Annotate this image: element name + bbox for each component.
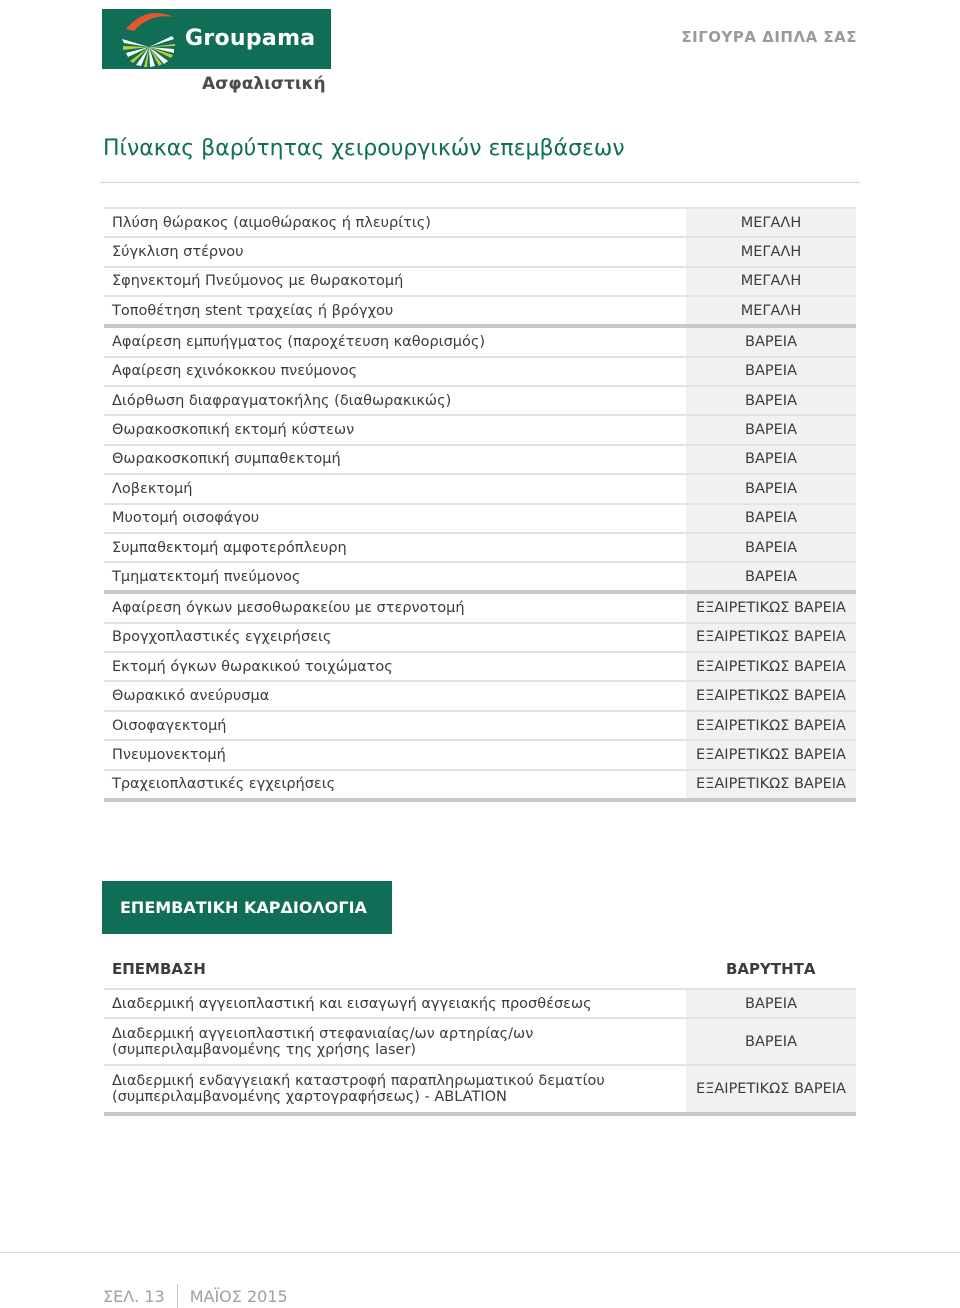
severity-cell: ΕΞΑΙΡΕΤΙΚΩΣ ΒΑΡΕΙΑ [684, 712, 856, 739]
procedure-cell: Διαδερμική αγγειοπλαστική και εισαγωγή αγγειακής προσθέσεως [112, 995, 592, 1012]
severity-cell: ΒΑΡΕΙΑ [684, 475, 856, 502]
table-row [104, 990, 856, 1019]
tagline: ΣΙΓΟΥΡΑ ΔΙΠΛΑ ΣΑΣ [681, 28, 857, 46]
procedure-cell: Συμπαθεκτομή αμφοτερόπλευρη [112, 539, 347, 556]
table-row [104, 771, 856, 802]
procedure-cell: Σύγκλιση στέρνου [112, 244, 244, 261]
groupama-logo [102, 9, 331, 69]
severity-cell: ΕΞΑΙΡΕΤΙΚΩΣ ΒΑΡΕΙΑ [684, 653, 856, 680]
table-row [104, 416, 856, 445]
severity-cell: ΒΑΡΕΙΑ [684, 358, 856, 385]
severity-cell: ΒΑΡΕΙΑ [684, 416, 856, 443]
severity-cell: ΜΕΓΑΛΗ [684, 297, 856, 324]
procedure-cell: Τραχειοπλαστικές εγχειρήσεις [112, 776, 336, 793]
severity-cell: ΜΕΓΑΛΗ [684, 209, 856, 236]
publication-date: ΜΑΪΟΣ 2015 [189, 1286, 288, 1306]
footer [103, 1284, 288, 1308]
page-number: ΣΕΛ. 13 [103, 1286, 165, 1306]
severity-cell: ΕΞΑΙΡΕΤΙΚΩΣ ΒΑΡΕΙΑ [684, 1066, 856, 1112]
procedure-cell: Πλύση θώρακος (αιμοθώρακος ή πλευρίτις) [112, 214, 431, 231]
table-row [104, 1066, 856, 1116]
severity-cell: ΒΑΡΕΙΑ [684, 328, 856, 355]
title-divider [100, 182, 860, 183]
footer-separator [177, 1284, 178, 1308]
table-row [104, 534, 856, 563]
procedure-cell: Τμηματεκτομή πνεύμονος [112, 568, 301, 585]
procedure-cell: Εκτομή όγκων θωρακικού τοιχώματος [112, 658, 393, 675]
severity-cell: ΒΑΡΕΙΑ [684, 387, 856, 414]
table-row [104, 505, 856, 534]
table-row [104, 387, 856, 416]
logo-emblem-icon [116, 9, 182, 69]
brand-name: Groupama [185, 26, 316, 51]
page-title: Πίνακας βαρύτητας χειρουργικών επεμβάσεων [103, 136, 625, 161]
table-row [104, 1019, 856, 1066]
severity-cell: ΕΞΑΙΡΕΤΙΚΩΣ ΒΑΡΕΙΑ [684, 682, 856, 709]
severity-cell: ΒΑΡΕΙΑ [684, 563, 856, 590]
column-header-severity: ΒΑΡΥΤΗΤΑ [726, 960, 816, 978]
procedure-cell: Τοποθέτηση stent τραχείας ή βρόγχου [112, 302, 394, 319]
severity-cell: ΒΑΡΕΙΑ [684, 446, 856, 473]
table-row [104, 209, 856, 238]
footer-divider [0, 1252, 960, 1253]
table-row [104, 297, 856, 328]
severity-table [104, 207, 856, 802]
procedure-cell: Μυοτομή οισοφάγου [112, 510, 260, 527]
severity-cell: ΕΞΑΙΡΕΤΙΚΩΣ ΒΑΡΕΙΑ [684, 771, 856, 798]
table-row [104, 446, 856, 475]
procedure-cell: Αφαίρεση όγκων μεσοθωρακείου με στερνοτομή [112, 599, 465, 616]
severity-cell: ΒΑΡΕΙΑ [684, 1019, 856, 1064]
procedure-cell: Λοβεκτομή [112, 480, 193, 497]
cardiology-table [104, 988, 856, 1116]
table-row [104, 624, 856, 653]
procedure-cell: Θωρακικό ανεύρυσμα [112, 688, 270, 705]
table-row [104, 238, 856, 267]
severity-cell: ΒΑΡΕΙΑ [684, 990, 856, 1017]
procedure-cell: Θωρακοσκοπική συμπαθεκτομή [112, 451, 341, 468]
table-row [104, 563, 856, 594]
procedure-cell: Πνευμονεκτομή [112, 746, 226, 763]
brand-subtitle: Ασφαλιστική [202, 74, 326, 94]
table-row [104, 328, 856, 357]
severity-cell: ΕΞΑΙΡΕΤΙΚΩΣ ΒΑΡΕΙΑ [684, 741, 856, 768]
section-heading: ΕΠΕΜΒΑΤΙΚΗ ΚΑΡΔΙΟΛΟΓΙΑ [102, 881, 392, 934]
table-row [104, 741, 856, 770]
procedure-cell: Αφαίρεση εχινόκοκκου πνεύμονος [112, 363, 358, 380]
table-row [104, 358, 856, 387]
procedure-cell: Θωρακοσκοπική εκτομή κύστεων [112, 422, 355, 439]
table-row [104, 682, 856, 711]
severity-cell: ΕΞΑΙΡΕΤΙΚΩΣ ΒΑΡΕΙΑ [684, 594, 856, 621]
severity-cell: ΒΑΡΕΙΑ [684, 505, 856, 532]
column-header-procedure: ΕΠΕΜΒΑΣΗ [112, 960, 206, 978]
procedure-cell: Οισοφαγεκτομή [112, 717, 227, 734]
procedure-cell: Σφηνεκτομή Πνεύμονος με θωρακοτομή [112, 273, 404, 290]
procedure-cell: Διαδερμική αγγειοπλαστική στεφανιαίας/ων αρτηρίας/ων (συμπεριλαμβανομένης της χρήσης laser) [112, 1025, 534, 1058]
severity-cell: ΒΑΡΕΙΑ [684, 534, 856, 561]
severity-cell: ΕΞΑΙΡΕΤΙΚΩΣ ΒΑΡΕΙΑ [684, 624, 856, 651]
table-row [104, 653, 856, 682]
table-row [104, 268, 856, 297]
table-row [104, 594, 856, 623]
procedure-cell: Διόρθωση διαφραγματοκήλης (διαθωρακικώς) [112, 392, 452, 409]
procedure-cell: Αφαίρεση εμπυήγματος (παροχέτευση καθορισμός) [112, 333, 486, 350]
procedure-cell: Διαδερμική ενδαγγειακή καταστροφή παραπληρωματικού δεματίου (συμπεριλαμβανομένης χαρτογραφήσεως) - ABLATION [112, 1073, 605, 1105]
procedure-cell: Βρογχοπλαστικές εγχειρήσεις [112, 629, 332, 646]
table-row [104, 712, 856, 741]
severity-cell: ΜΕΓΑΛΗ [684, 238, 856, 265]
severity-cell: ΜΕΓΑΛΗ [684, 268, 856, 295]
table-row [104, 475, 856, 504]
